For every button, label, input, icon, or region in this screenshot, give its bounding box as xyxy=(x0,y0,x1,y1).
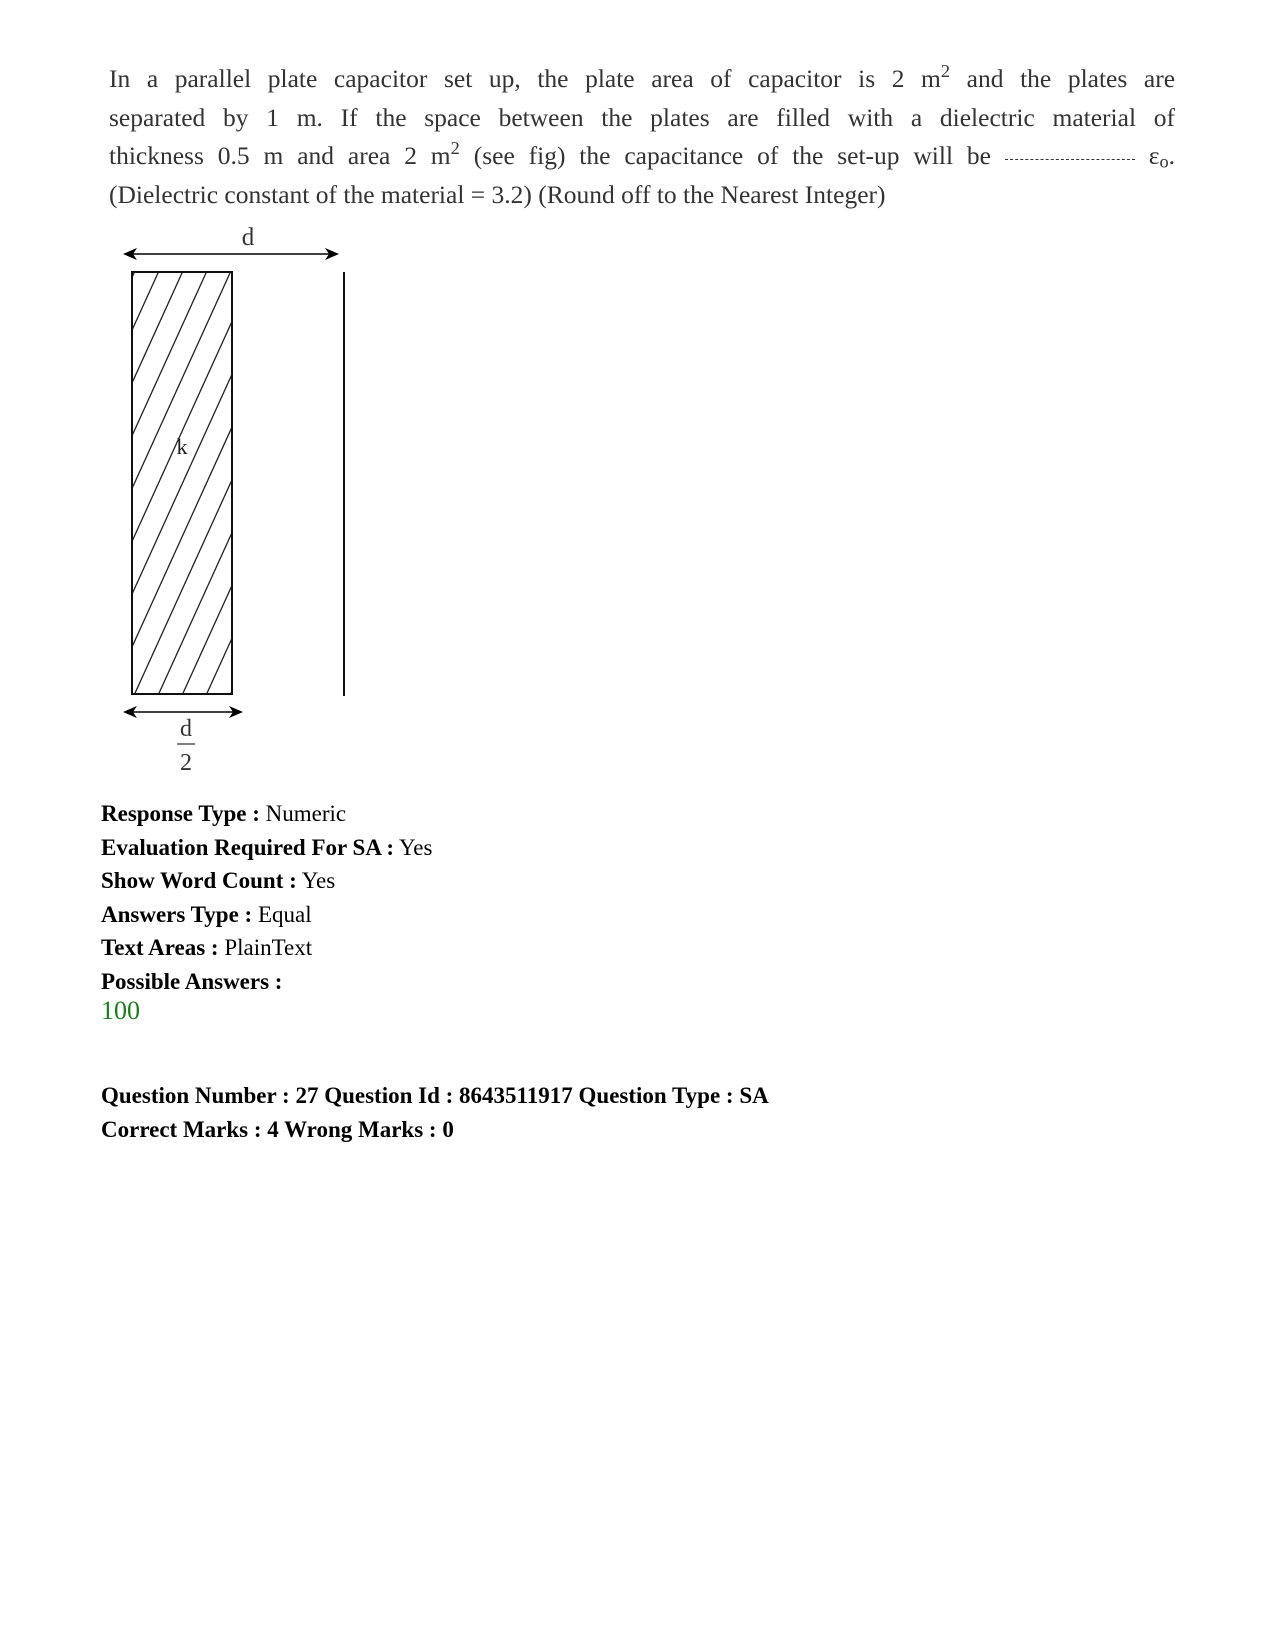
top-dimension-arrow xyxy=(123,248,339,260)
hatch-line xyxy=(155,262,355,702)
hatch-line xyxy=(347,262,547,702)
hatch-line xyxy=(176,262,379,702)
bottom-fraction-denominator: 2 xyxy=(180,750,192,776)
question-line-4: (Dielectric constant of the material = 3.2) (Round off to the Nearest Integer) xyxy=(109,179,886,209)
dielectric-slab xyxy=(0,262,595,702)
bottom-fraction-numerator: d xyxy=(180,716,192,742)
hatch-line xyxy=(0,262,139,702)
marks-line: Correct Marks : 4 Wrong Marks : 0 xyxy=(101,1116,454,1142)
text-areas-row: Text Areas : PlainText xyxy=(101,935,313,961)
possible-answers-row: Possible Answers : xyxy=(101,968,283,994)
hatch-line xyxy=(371,262,571,702)
hatch-line xyxy=(35,262,235,702)
hatch-line xyxy=(107,262,307,702)
question-metadata xyxy=(101,797,432,999)
hatch-line xyxy=(11,262,211,702)
hatch-line xyxy=(0,262,163,702)
hatch-line xyxy=(251,262,451,702)
hatch-line xyxy=(299,262,499,702)
hatch-line xyxy=(275,262,475,702)
question-line-3: thickness 0.5 m and area 2 $m^2$ (see fig) the capacitance of the set-up will be $\varepsilon_o$. xyxy=(109,137,1176,172)
hatch-line xyxy=(323,262,523,702)
show-word-count-row: Show Word Count : Yes xyxy=(101,868,336,894)
answers-type-row: Answers Type : Equal xyxy=(101,901,312,927)
hatch-line xyxy=(395,262,595,702)
capacitor-diagram xyxy=(115,222,365,776)
hatch-line xyxy=(227,262,427,702)
question-number-line: Question Number : 27 Question Id : 8643511917 Question Type : SA xyxy=(101,1083,769,1108)
hatch-line xyxy=(0,262,115,702)
question-line-1: In a parallel plate capacitor set up, the plate area of capacitor is 2 $m^2$ and the plates are xyxy=(109,60,1176,93)
answer-blank xyxy=(1005,159,1135,160)
response-type-row: Response Type : Numeric xyxy=(101,801,347,826)
capacitor-figure xyxy=(115,222,365,776)
hatch-line xyxy=(59,262,259,702)
question-line-2: separated by 1 m. If the space between the plates are filled with a dielectric material of xyxy=(109,102,1175,132)
question-text xyxy=(109,60,1175,214)
next-question-info xyxy=(101,1079,769,1146)
top-dimension-label: d xyxy=(241,224,255,251)
possible-answer-value: 100 xyxy=(101,996,140,1025)
dielectric-constant-label: k xyxy=(176,434,188,459)
evaluation-required-row: Evaluation Required For SA : Yes xyxy=(101,834,433,860)
hatch-line xyxy=(83,262,283,702)
